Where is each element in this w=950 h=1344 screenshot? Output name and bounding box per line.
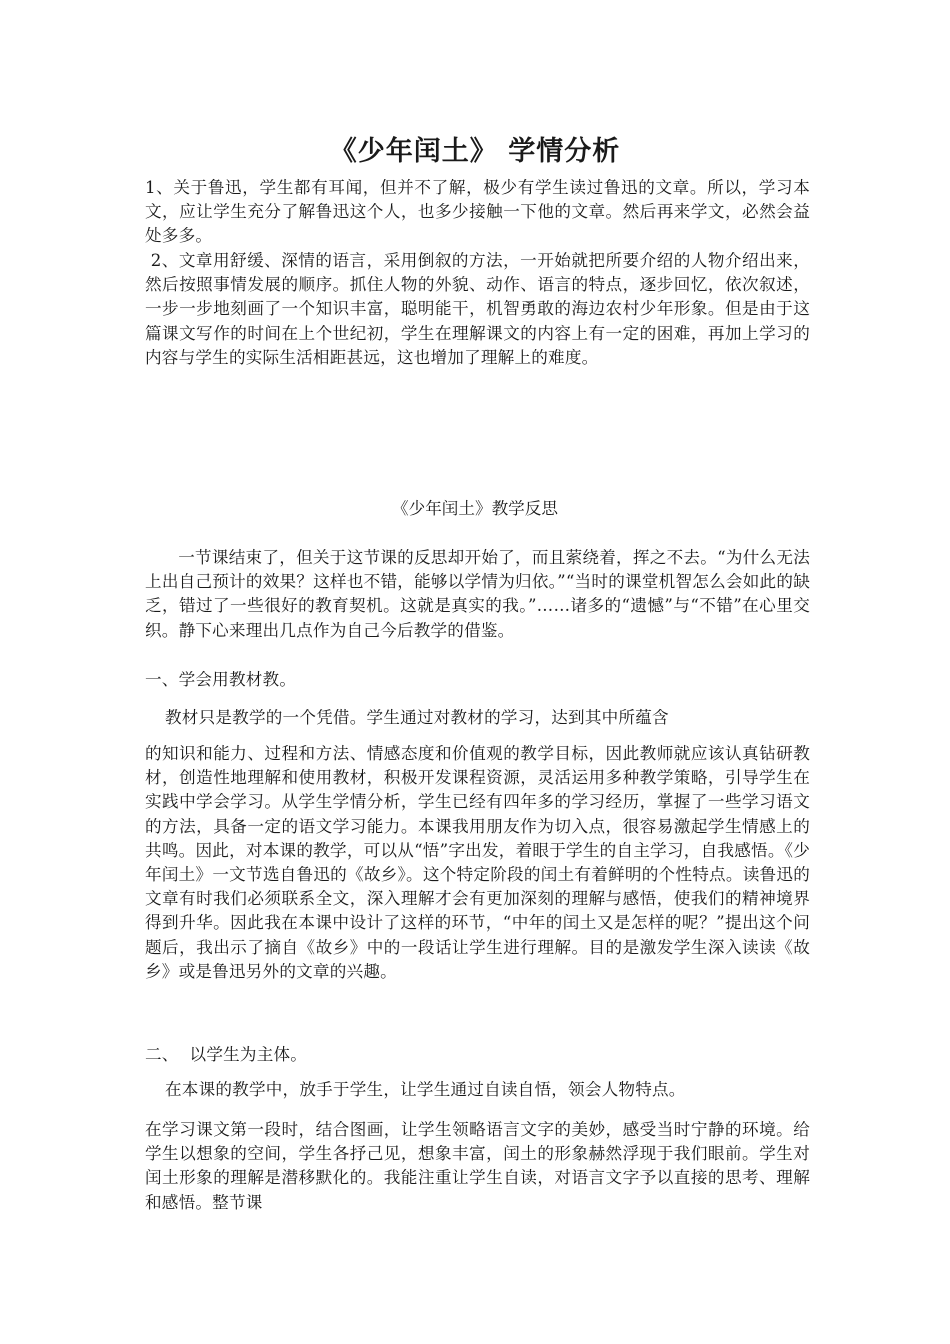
reflection-title: 《少年闰土》教学反思: [392, 499, 558, 518]
reflection-intro-text: 一节课结束了，但关于这节课的反思却开始了，而且萦绕着，挥之不去。“为什么无法上出自己预计的效果？这样也不错，能够以学情为归依。”“当时的课堂机智怎么会如此的缺乏，错过了一些很好的教育契机。这就是真实的我。”……诸多的“遗憾”与“不错”在心里交织。静下心来理出几点作为自己今后教学的借鉴。: [145, 548, 810, 640]
section-heading-2: 二、 以学生为主体。: [145, 1045, 308, 1064]
reflection-intro: [145, 546, 810, 643]
analysis-paragraph-2-text: 2、文章用舒缓、深情的语言，采用倒叙的方法，一开始就把所要介绍的人物介绍出来，然后按照事情发展的顺序。抓住人物的外貌、动作、语言的特点，逐步回忆，依次叙述，一步一步地刻画了一个知识丰富，聪明能干，机智勇敢的海边农村少年形象。但是由于这篇课文写作的时间在上个世纪初，学生在理解课文的内容上有一定的困难，再加上学习的内容与学生的实际生活相距甚远，这也增加了理解上的难度。: [145, 251, 810, 367]
section-2-lead: 在本课的教学中，放手于学生，让学生通过自读自悟，领会人物特点。: [165, 1080, 686, 1099]
section-heading-1: 一、学会用教材教。: [145, 670, 297, 689]
analysis-paragraph-2: [145, 249, 810, 370]
section-1-lead: 教材只是教学的一个凭借。学生通过对教材的学习，达到其中所蕴含: [165, 708, 669, 727]
analysis-title: 《少年闰土》 学情分析: [329, 136, 621, 167]
analysis-paragraph-1: [145, 176, 810, 249]
section-1-body: 的知识和能力、过程和方法、情感态度和价值观的教学目标，因此教师就应该认真钻研教材，创造性地理解和使用教材，积极开发课程资源，灵活运用多种教学策略，引导学生在实践中学会学习。从学生学情分析，学生已经有四年多的学习经历，掌握了一些学习语文的方法，具备一定的语文学习能力。本课我用朋友作为切入点，很容易激起学生情感上的共鸣。因此，对本课的教学，可以从“悟”字出发，着眼于学生的自主学习，自我感悟。《少年闰土》一文节选自鲁迅的《故乡》。这个特定阶段的闰土有着鲜明的个性特点。读鲁迅的文章有时我们必须联系全文，深入理解才会有更加深刻的理解与感悟，使我们的精神境界得到升华。因此我在本课中设计了这样的环节，“中年的闰土又是怎样的呢？”提出这个问题后，我出示了摘自《故乡》中的一段话让学生进行理解。目的是激发学生深入读读《故乡》或是鲁迅另外的文章的兴趣。: [145, 744, 810, 981]
analysis-paragraph-1-text: 1、关于鲁迅，学生都有耳闻，但并不了解，极少有学生读过鲁迅的文章。所以，学习本文，应让学生充分了解鲁迅这个人，也多少接触一下他的文章。然后再来学文，必然会益处多多。: [145, 178, 810, 246]
section-2-body: 在学习课文第一段时，结合图画，让学生领略语言文字的美妙，感受当时宁静的环境。给学生以想象的空间，学生各抒己见，想象丰富，闰土的形象赫然浮现于我们眼前。学生对闰土形象的理解是潜移默化的。我能注重让学生自读，对语言文字予以直接的思考、理解和感悟。整节课: [145, 1120, 810, 1212]
